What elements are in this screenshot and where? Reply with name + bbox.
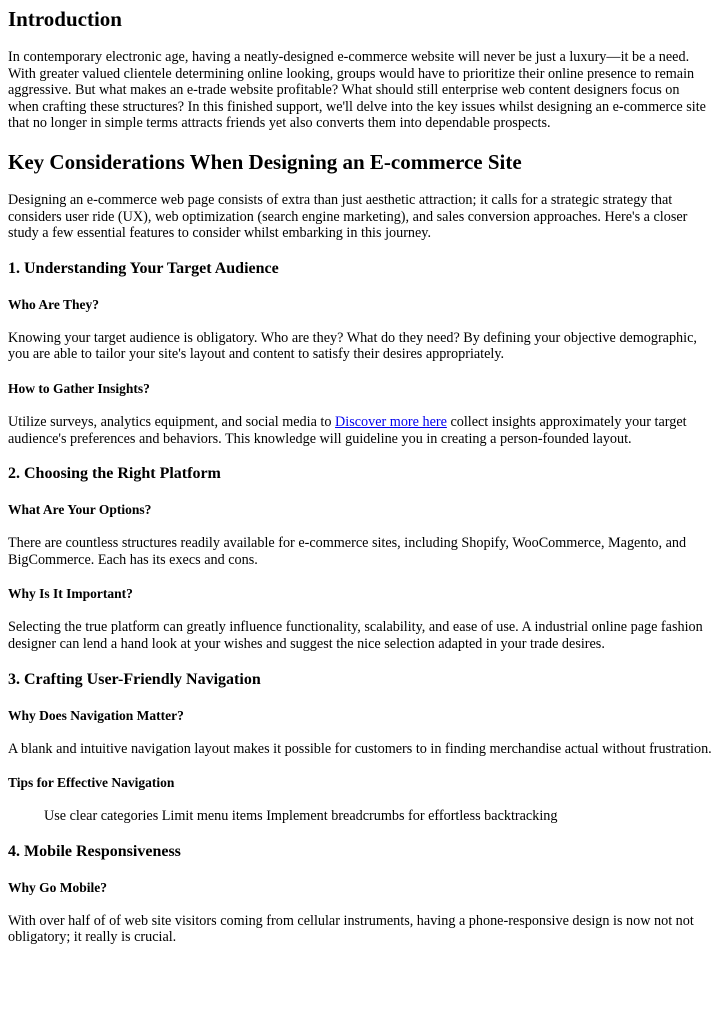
section-4-heading: 4. Mobile Responsiveness: [8, 842, 181, 860]
key-considerations-heading: Key Considerations When Designing an E-commerce Site: [8, 149, 522, 174]
section-4-paragraph-mobile: With over half of of web site visitors coming from cellular instruments, having a phone-responsive design is now not not obligatory; it really is crucial.: [8, 912, 694, 946]
section-1-subheading-who: Who Are They?: [8, 296, 100, 312]
section-3-subheading-tips: Tips for Effective Navigation: [8, 775, 175, 791]
navigation-tips-list: Use clear categories Limit menu items Implement breadcrumbs for effortless backtracking: [44, 808, 558, 825]
section-3-subheading-navigation: Why Does Navigation Matter?: [8, 707, 184, 723]
section-2-subheading-important: Why Is It Important?: [8, 586, 133, 602]
section-1-paragraph-insights: [8, 414, 712, 447]
insights-text-after: collect insights approximately your target audience's preferences and behaviors. This knowledge will guideline you in creating a person-founded layout.: [8, 413, 687, 447]
article: [0, 6, 720, 946]
insights-text-before: Utilize surveys, analytics equipment, and social media to: [8, 413, 336, 430]
introduction-heading: Introduction: [8, 7, 122, 31]
section-1-paragraph-who: Knowing your target audience is obligatory. Who are they? What do they need? By defining your objective demographic, you are able to tailor your site's layout and content to satisfy their desires appropriately.: [8, 329, 697, 363]
section-2-heading: 2. Choosing the Right Platform: [8, 465, 221, 483]
section-4-subheading-mobile: Why Go Mobile?: [8, 879, 108, 895]
section-2-paragraph-options: There are countless structures readily available for e-commerce sites, including Shopify, WooCommerce, Magento, and BigCommerce. Each has its execs and cons.: [8, 535, 687, 568]
key-considerations-paragraph: Designing an e-commerce web page consists of extra than just aesthetic attraction; it calls for a strategic strategy that considers user ride (UX), web optimization (search engine marketing), and sales conversion approaches. Here's a closer study a few essential features to consider whilst embarking in this journey.: [8, 191, 688, 242]
discover-more-link[interactable]: Discover more here: [335, 413, 447, 430]
section-1-subheading-insights: How to Gather Insights?: [8, 380, 150, 396]
introduction-paragraph: In contemporary electronic age, having a neatly-designed e-commerce website will never be just a luxury—it be a need. With greater valued clientele determining online looking, groups would have to prioritize their online presence to remain aggressive. But what makes an e-trade website profitable? What should still enterprise web content designers focus on when crafting these structures? In this finished support, we'll delve into the key issues whilst designing an e-commerce site that no longer in simple terms attracts friends yet also converts them into dependable prospects.: [8, 49, 706, 132]
section-2-paragraph-important: Selecting the true platform can greatly influence functionality, scalability, and ease of use. A industrial online page fashion designer can lend a hand look at your wishes and suggest the nice selection adapted in your trade desires.: [8, 619, 703, 652]
section-3-heading: 3. Crafting User-Friendly Navigation: [8, 670, 261, 688]
section-1-heading: 1. Understanding Your Target Audience: [8, 259, 279, 277]
section-2-subheading-options: What Are Your Options?: [8, 502, 152, 518]
section-3-paragraph-navigation: A blank and intuitive navigation layout makes it possible for customers to in finding merchandise actual without frustration.: [8, 740, 712, 757]
